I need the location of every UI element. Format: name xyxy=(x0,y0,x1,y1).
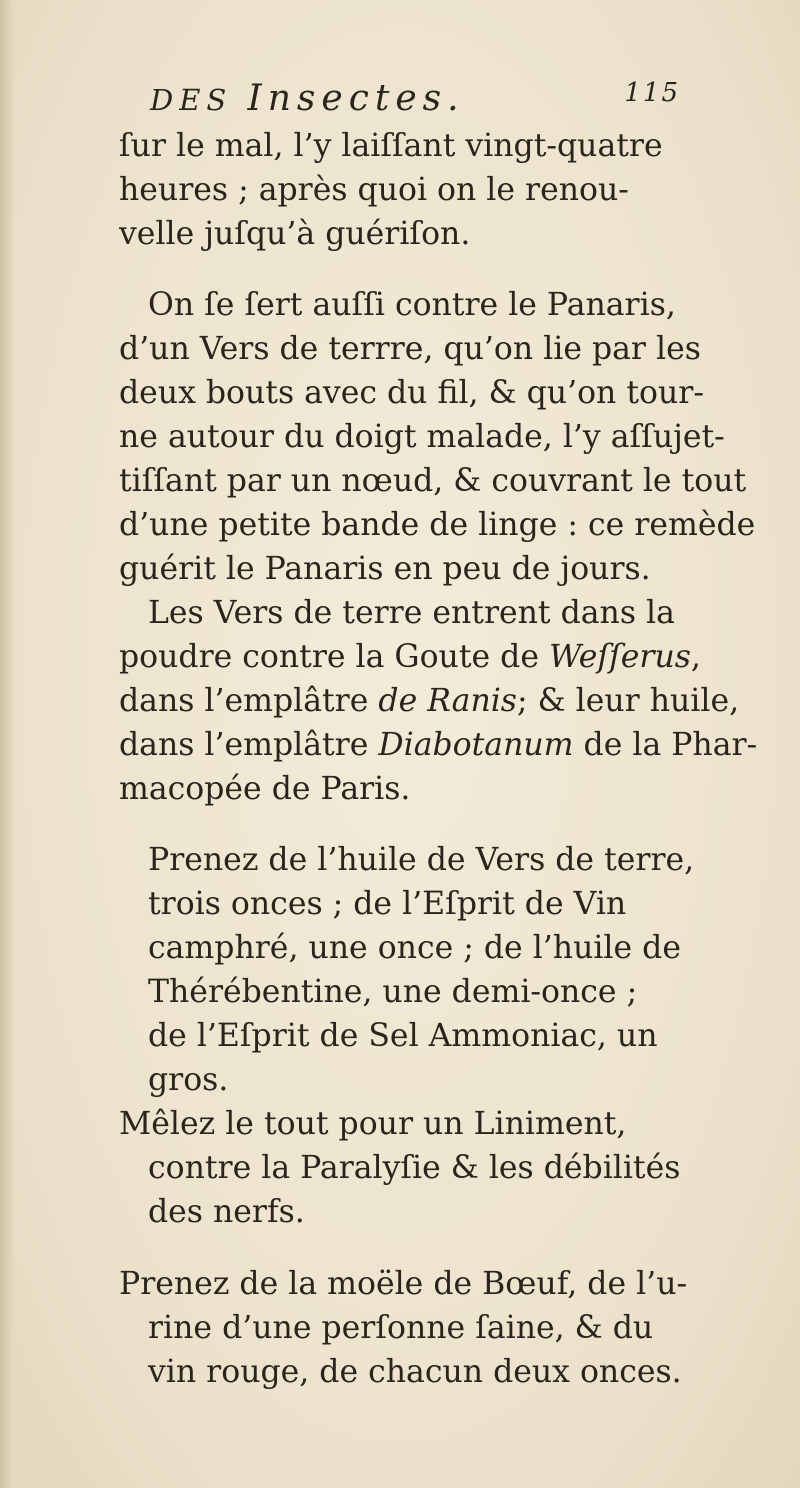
text-segment: gros. xyxy=(148,1062,229,1098)
italic-text: de Ranis xyxy=(378,683,517,719)
text-line xyxy=(148,970,637,1014)
text-segment: ; & leur huile, xyxy=(516,683,740,719)
text-line xyxy=(148,1350,682,1394)
italic-text: Weſſerus xyxy=(548,639,691,675)
text-segment: ne autour du doigt malade, l’y aſſujet- xyxy=(119,419,725,455)
text-segment: dans l’emplâtre xyxy=(119,727,379,763)
text-line xyxy=(119,767,410,811)
italic-text: Diabotanum xyxy=(378,727,574,763)
text-segment: de l’Eſprit de Sel Ammoniac, un xyxy=(148,1018,658,1054)
text-line xyxy=(148,591,675,635)
text-segment: heures ; après quoi on le renou- xyxy=(119,172,629,208)
text-segment: , xyxy=(690,639,701,675)
text-segment: Prenez de la moële de Bœuf, de l’u- xyxy=(119,1266,688,1302)
text-line xyxy=(119,635,701,679)
text-segment: trois onces ; de l’Eſprit de Vin xyxy=(148,886,627,922)
text-line xyxy=(119,212,470,256)
page-number: 115 xyxy=(624,78,680,108)
text-line xyxy=(119,1262,687,1306)
text-line xyxy=(119,503,755,547)
running-header xyxy=(150,78,680,118)
text-segment: tiſſant par un nœud, & couvrant le tout xyxy=(119,463,747,499)
text-segment: Prenez de l’huile de Vers de terre, xyxy=(148,842,695,878)
running-title-main: Insectes. xyxy=(247,78,465,119)
text-segment: poudre contre la Goute de xyxy=(119,639,549,675)
text-segment: On ſe ſert auſſi contre le Panaris, xyxy=(148,287,676,323)
text-segment: contre la Paralyſie & les débilités xyxy=(148,1150,681,1186)
text-line xyxy=(148,882,626,926)
text-segment: de la Phar- xyxy=(573,727,758,763)
running-title xyxy=(150,78,465,119)
text-line xyxy=(148,1306,653,1350)
text-segment: velle juſqu’à guériſon. xyxy=(119,216,471,252)
text-segment: camphré, une once ; de l’huile de xyxy=(148,930,681,966)
text-line xyxy=(148,1058,228,1102)
text-line xyxy=(148,838,694,882)
text-segment: rine d’une perſonne ſaine, & du xyxy=(148,1310,654,1346)
page-gutter xyxy=(0,0,14,1488)
text-segment: d’une petite bande de linge : ce remède xyxy=(119,507,756,543)
text-segment: deux bouts avec du fil, & qu’on tour- xyxy=(119,375,704,411)
text-segment: Mêlez le tout pour un Liniment, xyxy=(119,1106,627,1142)
text-segment: guérit le Panaris en peu de jours. xyxy=(119,551,651,587)
text-line xyxy=(119,679,739,723)
text-line xyxy=(119,168,629,212)
text-line xyxy=(148,926,681,970)
text-segment: des nerfs. xyxy=(148,1194,305,1230)
text-segment: Les Vers de terre entrent dans la xyxy=(148,595,675,631)
text-line xyxy=(119,415,725,459)
text-segment: ſur le mal, l’y laiſſant vingt-quatre xyxy=(119,128,663,164)
text-line xyxy=(148,1014,658,1058)
text-segment: d’un Vers de terrre, qu’on lie par les xyxy=(119,331,701,367)
text-line xyxy=(148,283,676,327)
text-line xyxy=(119,1102,626,1146)
text-line xyxy=(119,371,704,415)
text-segment: dans l’emplâtre xyxy=(119,683,379,719)
text-line xyxy=(119,124,663,168)
text-segment: vin rouge, de chacun deux onces. xyxy=(148,1354,682,1390)
text-line xyxy=(148,1146,680,1190)
text-line xyxy=(119,327,701,371)
text-segment: macopée de Paris. xyxy=(119,771,411,807)
text-line xyxy=(119,459,746,503)
text-line xyxy=(119,547,651,591)
text-segment: Thérébentine, une demi-once ; xyxy=(148,974,638,1010)
text-line xyxy=(148,1190,305,1234)
text-line xyxy=(119,723,757,767)
running-title-prefix: DES xyxy=(150,83,248,117)
